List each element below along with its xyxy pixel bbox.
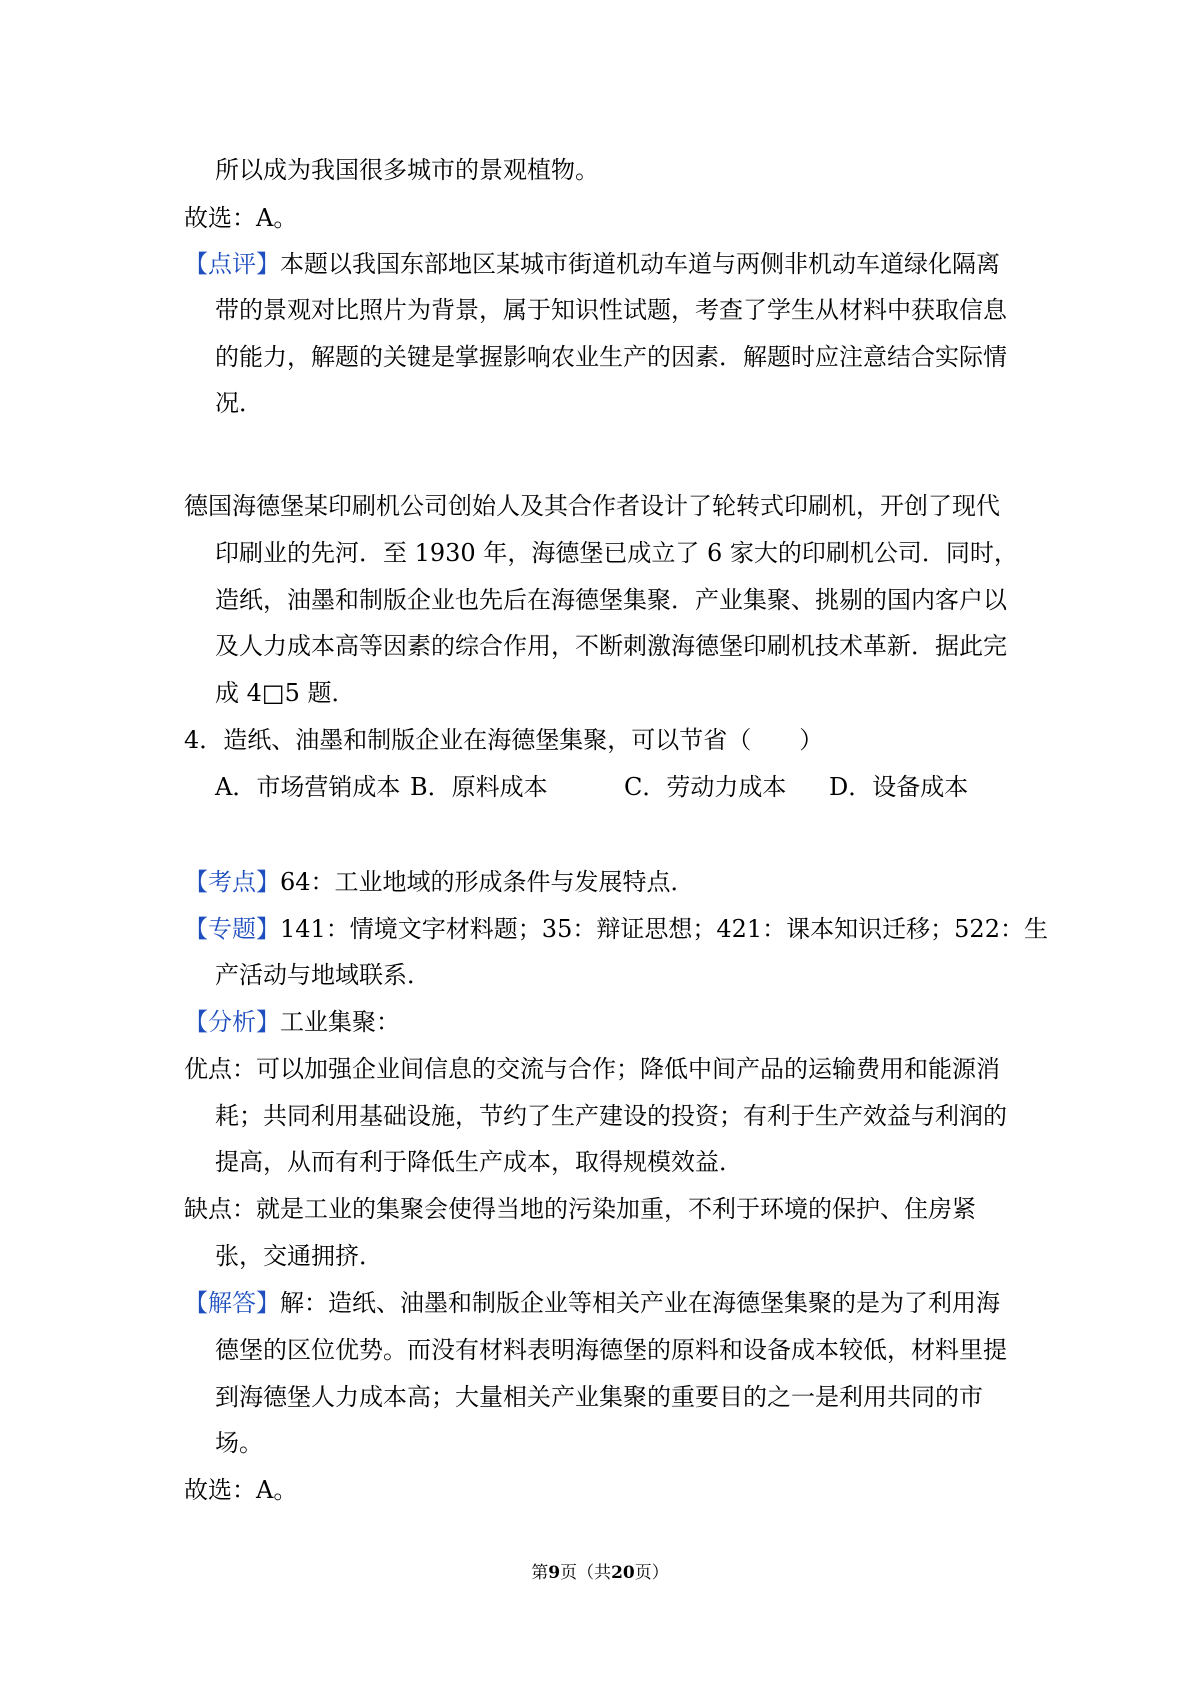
zhuanti-tag: 【专题】 [184, 915, 280, 943]
page-footer [0, 1562, 1200, 1584]
jieda-paragraph [184, 1287, 1000, 1319]
pros-line: 优点：可以加强企业间信息的交流与合作；降低中间产品的运输费用和能源消 [184, 1055, 1000, 1083]
pros-line: 提高，从而有利于降低生产成本，取得规模效益． [215, 1148, 743, 1176]
footer-mid: 页（共 [560, 1563, 612, 1583]
passage-line: 德国海德堡某印刷机公司创始人及其合作者设计了轮转式印刷机，开创了现代 [184, 492, 1000, 520]
prev-answer: 故选：A。 [184, 204, 298, 232]
zhuanti-line: 产活动与地域联系． [215, 961, 431, 989]
option-c: C．劳动力成本 [624, 773, 787, 801]
jieda-line: 德堡的区位优势。而没有材料表明海德堡的原料和设备成本较低，材料里提 [215, 1336, 1007, 1364]
fenxi-text: 工业集聚： [280, 1008, 400, 1036]
comment-line: 的能力，解题的关键是掌握影响农业生产的因素．解题时应注意结合实际情 [215, 343, 1007, 371]
kaodian-tag: 【考点】 [184, 868, 280, 896]
footer-suffix: 页） [634, 1563, 669, 1583]
comment-paragraph [184, 248, 1000, 280]
final-answer: 故选：A。 [184, 1476, 298, 1504]
comment-tag: 【点评】 [184, 250, 280, 278]
option-d: D．设备成本 [829, 773, 969, 801]
zhuanti-paragraph [184, 913, 1048, 945]
kaodian-text: 64：工业地域的形成条件与发展特点． [280, 868, 695, 896]
kaodian-paragraph [184, 866, 695, 898]
question-stem: 4．造纸、油墨和制版企业在海德堡集聚，可以节省（ ） [184, 726, 824, 754]
footer-page-num: 9 [548, 1563, 561, 1583]
comment-line: 带的景观对比照片为背景，属于知识性试题，考查了学生从材料中获取信息 [215, 296, 1007, 324]
fenxi-tag: 【分析】 [184, 1008, 280, 1036]
jieda-line: 场。 [215, 1429, 263, 1457]
footer-total: 20 [611, 1563, 635, 1583]
cons-line: 缺点：就是工业的集聚会使得当地的污染加重，不利于环境的保护、住房紧 [184, 1195, 976, 1223]
passage-line: 造纸，油墨和制版企业也先后在海德堡集聚．产业集聚、挑剔的国内客户以 [215, 586, 1007, 614]
question-options [215, 771, 968, 803]
jieda-line: 到海德堡人力成本高；大量相关产业集聚的重要目的之一是利用共同的市 [215, 1383, 983, 1411]
fenxi-paragraph [184, 1006, 400, 1038]
comment-line: 本题以我国东部地区某城市街道机动车道与两侧非机动车道绿化隔离 [280, 250, 1000, 278]
zhuanti-line: 141：情境文字材料题；35：辩证思想；421：课本知识迁移；522：生 [280, 915, 1048, 943]
option-a: A．市场营销成本 [215, 773, 401, 801]
jieda-line: 解：造纸、油墨和制版企业等相关产业在海德堡集聚的是为了利用海 [280, 1289, 1000, 1317]
prev-explanation-line: 所以成为我国很多城市的景观植物。 [215, 156, 599, 184]
passage-line: 成 4□5 题． [215, 679, 356, 707]
pros-line: 耗；共同利用基础设施，节约了生产建设的投资；有利于生产效益与利润的 [215, 1102, 1007, 1130]
jieda-tag: 【解答】 [184, 1289, 280, 1317]
cons-line: 张，交通拥挤． [215, 1242, 383, 1270]
passage-line: 及人力成本高等因素的综合作用，不断刺激海德堡印刷机技术革新．据此完 [215, 632, 1007, 660]
passage-line: 印刷业的先河．至 1930 年，海德堡已成立了 6 家大的印刷机公司．同时， [215, 539, 1018, 567]
option-b: B．原料成本 [410, 773, 548, 801]
comment-line: 况． [215, 389, 263, 417]
footer-prefix: 第 [531, 1563, 549, 1583]
